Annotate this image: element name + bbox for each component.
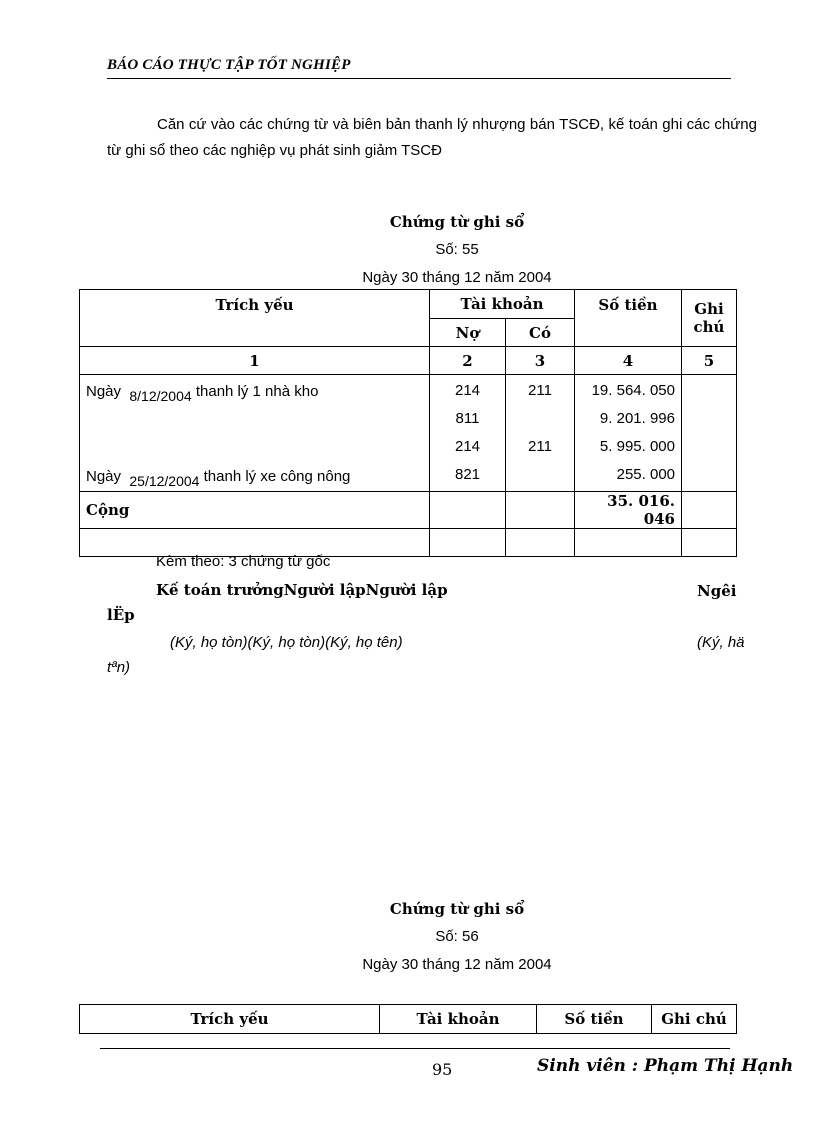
entry-row-4-summary: Ngày 25/12/2004 thanh lý xe công nông xyxy=(86,468,351,489)
page-number: 95 xyxy=(432,1060,453,1079)
total-amount: 35. 016. 046 xyxy=(575,492,682,529)
signature-title-right: Ngêi xyxy=(697,582,737,600)
debit-value: 811 xyxy=(455,410,480,427)
col-number: 5 xyxy=(682,347,737,375)
credit-value: 211 xyxy=(528,382,552,399)
entries-amount xyxy=(575,375,682,492)
col-number: 4 xyxy=(575,347,682,375)
header-amount: Số tiền xyxy=(537,1005,652,1034)
entry-row-1-summary: Ngày 8/12/2004 thanh lý 1 nhà kho xyxy=(86,383,319,404)
header-summary: Trích yếu xyxy=(80,290,430,347)
student-name: Sinh viên : Phạm Thị Hạnh xyxy=(537,1056,794,1076)
credit-value xyxy=(512,461,568,489)
header-account: Tài khoản xyxy=(380,1005,537,1034)
entries-note xyxy=(682,375,737,492)
amount-value: 19. 564. 050 xyxy=(591,382,675,399)
col-number: 1 xyxy=(80,347,430,375)
voucher1-title: Chứng từ ghi sổ xyxy=(389,213,525,231)
voucher1-number: Số: 55 xyxy=(435,241,479,258)
signature-titles: Kế toán trưởngNgười lậpNgười lập xyxy=(156,581,448,599)
amount-value: 5. 995. 000 xyxy=(599,438,675,455)
signature-instruction-right: (Ký, hä xyxy=(697,634,745,651)
credit-value xyxy=(512,405,568,433)
debit-value: 214 xyxy=(454,438,481,455)
header-account: Tài khoản xyxy=(430,290,575,319)
voucher1-table xyxy=(79,289,737,557)
voucher2-title: Chứng từ ghi sổ xyxy=(389,900,525,918)
col-number: 3 xyxy=(506,347,575,375)
header-note: Ghi chú xyxy=(652,1005,737,1034)
voucher2-table xyxy=(79,1004,737,1034)
footer-divider xyxy=(100,1048,730,1049)
intro-text: Căn cứ vào các chứng từ và biên bản thanh lý nhượng bán TSCĐ, kế toán ghi các chứng từ ghi sổ theo các nghiệp vụ phát sinh giảm TSCĐ xyxy=(107,116,757,159)
voucher2-date: Ngày 30 tháng 12 năm 2004 xyxy=(362,956,552,973)
signature-title-wrap: lËp xyxy=(107,606,135,624)
attachment-note: Kèm theo: 3 chứng từ gốc xyxy=(156,553,331,570)
signature-instructions: (Ký, họ tòn)(Ký, họ tòn)(Ký, họ tên) xyxy=(170,634,403,651)
entries-debit xyxy=(430,375,506,492)
amount-value: 9. 201. 996 xyxy=(599,410,675,427)
intro-paragraph xyxy=(107,112,757,164)
entries-credit xyxy=(506,375,575,492)
debit-value: 214 xyxy=(454,382,481,399)
total-label: Cộng xyxy=(80,492,430,529)
voucher2-number: Số: 56 xyxy=(435,928,479,945)
credit-value: 211 xyxy=(528,438,552,455)
signature-instruction-wrap: tªn) xyxy=(107,659,131,676)
debit-value: 821 xyxy=(454,466,481,483)
voucher1-date: Ngày 30 tháng 12 năm 2004 xyxy=(362,269,552,286)
header-debit: Nợ xyxy=(430,319,506,347)
report-header-title: BÁO CÁO THỰC TẬP TỐT NGHIỆP xyxy=(107,57,351,73)
header-summary: Trích yếu xyxy=(80,1005,380,1034)
header-note: Ghi chú xyxy=(682,290,737,347)
header-divider xyxy=(107,78,731,79)
entries-summary xyxy=(80,375,430,492)
header-credit: Có xyxy=(506,319,575,347)
col-number: 2 xyxy=(430,347,506,375)
amount-value: 255. 000 xyxy=(616,466,675,483)
header-amount: Số tiền xyxy=(575,290,682,347)
